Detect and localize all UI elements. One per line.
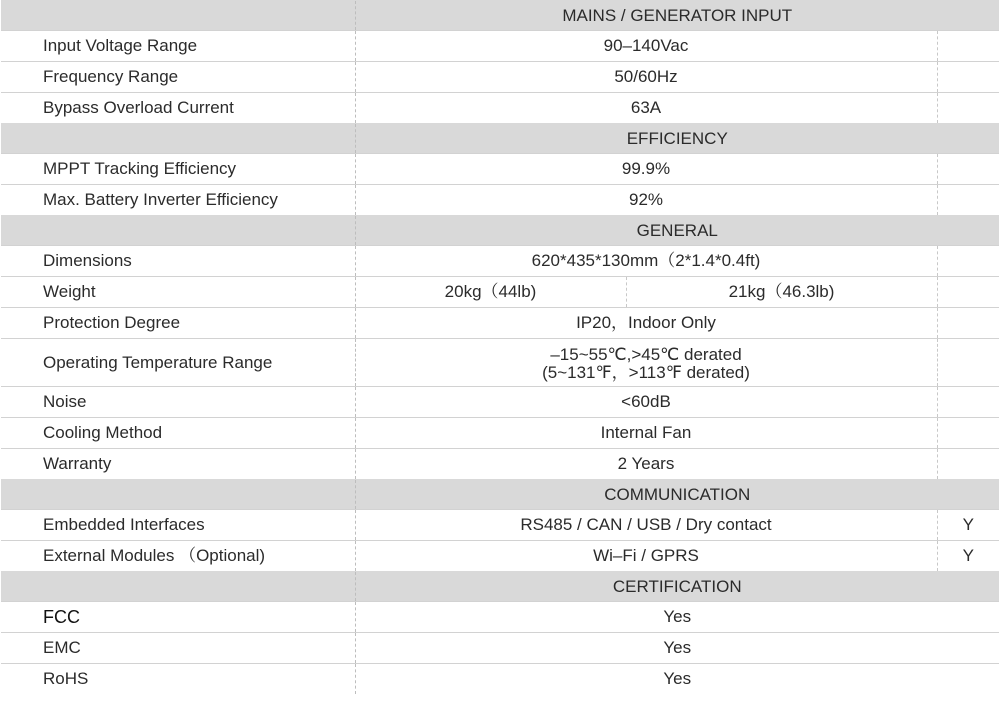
row-flag [937,449,999,480]
table-row [1,277,999,308]
row-flag: Y [937,510,999,541]
section-general [1,216,999,246]
row-label: Noise [1,387,355,418]
table-row [1,339,999,387]
row-label: Cooling Method [1,418,355,449]
row-flag [937,308,999,339]
row-flag [937,31,999,62]
table-row [1,185,999,216]
table-row [1,664,999,695]
row-value: 2 Years [355,449,937,480]
row-value: 90–140Vac [355,31,937,62]
section-spacer [1,1,355,31]
row-label: External Modules （Optional) [1,541,355,572]
section-title: EFFICIENCY [355,124,999,154]
section-efficiency [1,124,999,154]
table-row [1,308,999,339]
row-flag: Y [937,541,999,572]
row-flag [937,339,999,387]
section-spacer [1,216,355,246]
row-label: Bypass Overload Current [1,93,355,124]
row-label: Max. Battery Inverter Efficiency [1,185,355,216]
row-value: RS485 / CAN / USB / Dry contact [355,510,937,541]
row-flag [937,93,999,124]
row-flag [937,154,999,185]
row-value-line-1: –15~55℃,>45℃ derated [550,344,742,364]
table-row [1,246,999,277]
row-value: Internal Fan [355,418,937,449]
row-label: Weight [1,277,355,308]
row-label: RoHS [1,664,355,695]
row-flag [937,246,999,277]
row-value-line-2: (5~131℉，>113℉ derated) [542,362,750,382]
section-certification [1,572,999,602]
table-row [1,31,999,62]
row-value: IP20，Indoor Only [355,308,937,339]
table-row [1,449,999,480]
table-row [1,418,999,449]
row-label: FCC [1,602,355,633]
row-label: EMC [1,633,355,664]
row-flag [937,387,999,418]
row-label: Warranty [1,449,355,480]
spec-table [1,0,999,694]
row-value: Wi–Fi / GPRS [355,541,937,572]
row-value: 50/60Hz [355,62,937,93]
section-title: MAINS / GENERATOR INPUT [355,1,999,31]
table-row [1,510,999,541]
row-flag [937,418,999,449]
section-mains [1,1,999,31]
section-title: CERTIFICATION [355,572,999,602]
section-spacer [1,480,355,510]
row-label: Embedded Interfaces [1,510,355,541]
row-value-model-a: 20kg（44lb) [355,277,626,308]
row-flag [937,277,999,308]
row-value: Yes [355,602,999,633]
section-communication [1,480,999,510]
row-value: 63A [355,93,937,124]
row-value-model-b: 21kg（46.3lb) [626,277,937,308]
row-value: 92% [355,185,937,216]
table-row [1,62,999,93]
table-row [1,93,999,124]
table-row [1,154,999,185]
row-label: Dimensions [1,246,355,277]
row-label: Input Voltage Range [1,31,355,62]
row-value [355,339,937,387]
table-row [1,541,999,572]
table-row [1,387,999,418]
table-row [1,633,999,664]
row-flag [937,62,999,93]
section-spacer [1,124,355,154]
row-value: 99.9% [355,154,937,185]
row-label: Frequency Range [1,62,355,93]
row-value: Yes [355,633,999,664]
row-value: Yes [355,664,999,695]
section-spacer [1,572,355,602]
row-flag [937,185,999,216]
row-label: Operating Temperature Range [1,339,355,387]
row-label: Protection Degree [1,308,355,339]
section-title: COMMUNICATION [355,480,999,510]
row-value: 620*435*130mm（2*1.4*0.4ft) [355,246,937,277]
section-title: GENERAL [355,216,999,246]
row-value: <60dB [355,387,937,418]
table-row [1,602,999,633]
row-label: MPPT Tracking Efficiency [1,154,355,185]
